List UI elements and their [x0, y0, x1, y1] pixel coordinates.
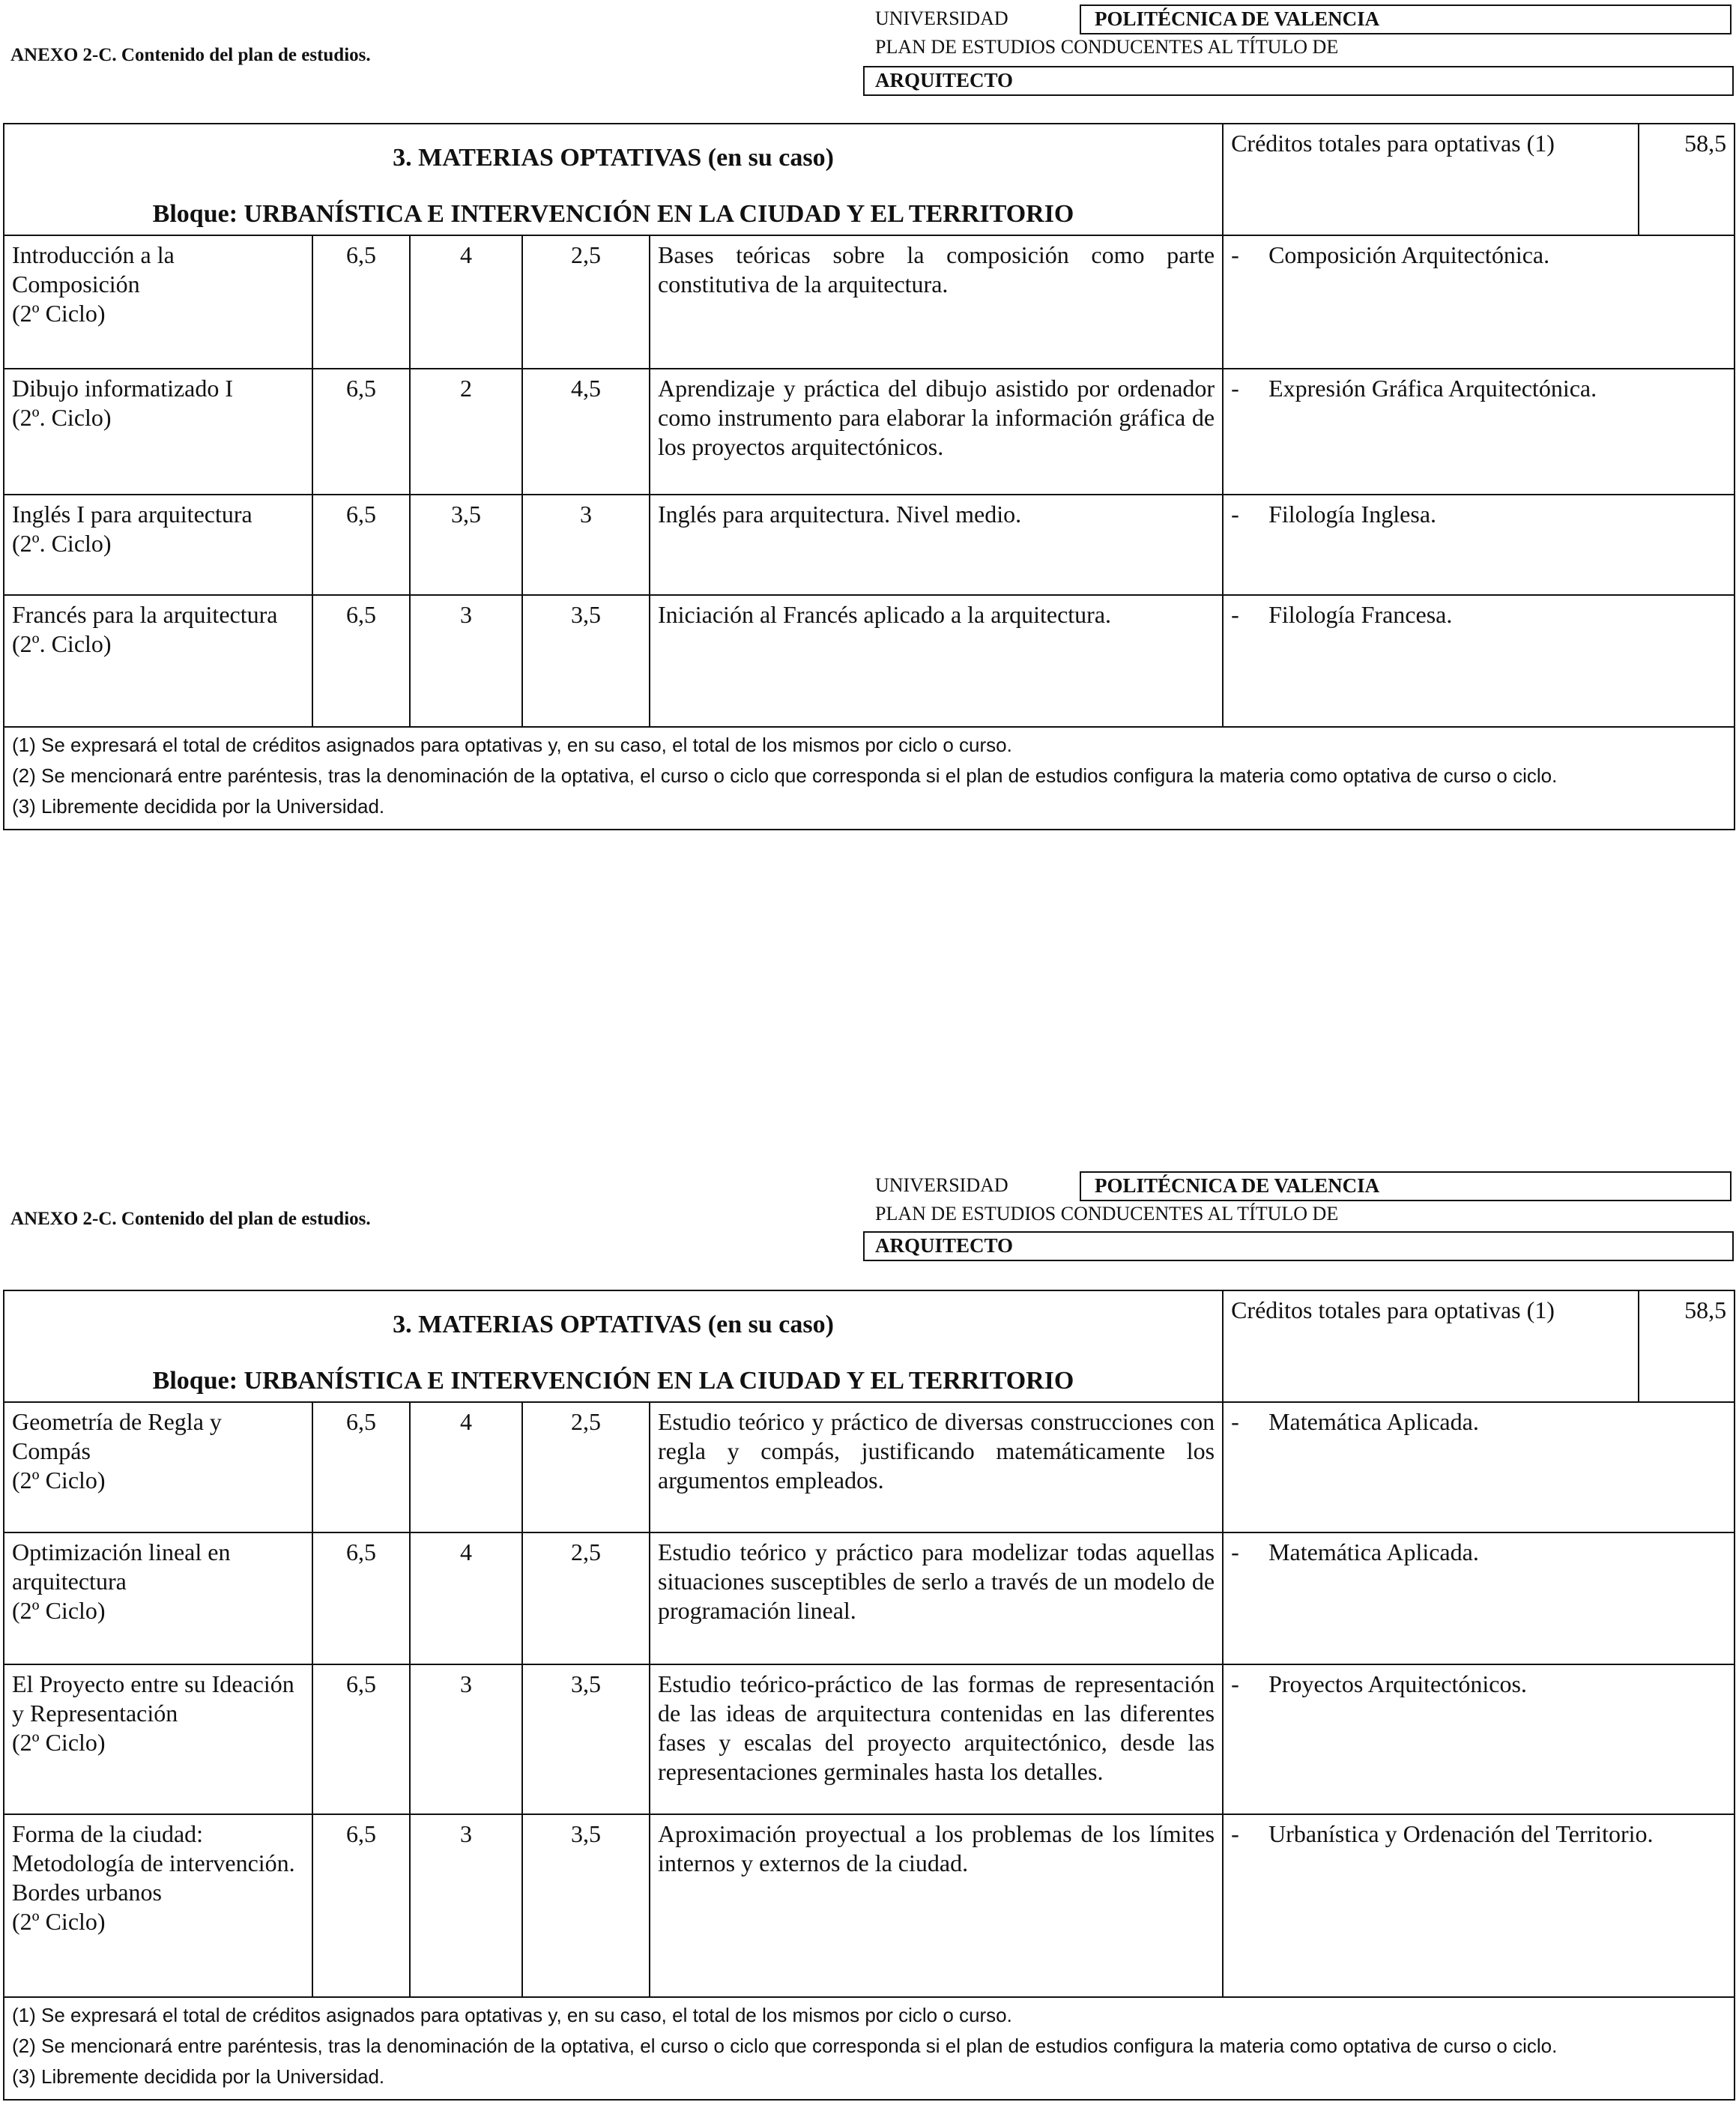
plan-label: PLAN DE ESTUDIOS CONDUCENTES AL TÍTULO DE [875, 36, 1339, 58]
table-heading [4, 124, 1223, 235]
table-row [4, 595, 1735, 727]
credits-total-cell: 6,5 [312, 235, 410, 369]
department: Composición Arquitectónica. [1268, 241, 1550, 268]
credits-practice-cell: 3 [522, 495, 650, 595]
subject-name: Geometría de Regla y Compás [12, 1407, 222, 1464]
footnote: (2) Se mencionará entre paréntesis, tras la denominación de la optativa, el curso o ciclo que corresponda si el plan de estudios configura la materia como optativa de curso o ciclo. [12, 764, 1558, 788]
subject-name: Dibujo informatizado I [12, 374, 234, 402]
credits-theory-cell: 3 [410, 1814, 522, 1997]
footnote: (1) Se expresará el total de créditos asignados para optativas y, en su caso, el total de los mismos por ciclo o curso. [12, 733, 1012, 756]
credits-total-cell: 6,5 [312, 369, 410, 495]
department: Matemática Aplicada. [1268, 1407, 1479, 1435]
table-row [4, 495, 1735, 595]
dash: - [1231, 241, 1239, 268]
subject-cycle: (2º. Ciclo) [12, 403, 112, 431]
subject-name: Introducción a la Composición [12, 241, 175, 298]
subject-name: Optimización lineal en arquitectura [12, 1538, 231, 1595]
credits-total-cell: 6,5 [312, 595, 410, 727]
university-label: UNIVERSIDAD [875, 1174, 1008, 1196]
subject-description: Bases teóricas sobre la composición como parte constitutiva de la arquitectura. [650, 235, 1223, 369]
table-row [4, 235, 1735, 369]
department: Filología Francesa. [1268, 600, 1453, 628]
subject-description: Aprendizaje y práctica del dibujo asistido por ordenador como instrumento para elaborar la información gráfica de los proyectos arquitectónicos. [650, 369, 1223, 495]
table-row [4, 1532, 1735, 1664]
table-row [4, 1664, 1735, 1814]
page-2 [0, 1167, 1736, 2089]
department: Urbanística y Ordenación del Territorio. [1268, 1820, 1654, 1847]
subject-cycle: (2º Ciclo) [12, 300, 106, 327]
table-row [4, 1814, 1735, 1997]
bloque-title: Bloque: URBANÍSTICA E INTERVENCIÓN EN LA CIUDAD Y EL TERRITORIO [152, 200, 1074, 229]
credits-theory-cell: 4 [410, 1402, 522, 1532]
subject-name: Francés para la arquitectura [12, 600, 278, 628]
credits-theory-cell: 3 [410, 1664, 522, 1814]
optional-subjects-table [3, 1290, 1735, 2101]
degree-name: ARQUITECTO [863, 1231, 1734, 1261]
subject-description: Estudio teórico y práctico de diversas construcciones con regla y compás, justificando matemáticamente los argumentos empleados. [650, 1402, 1223, 1532]
subject-name: Inglés I para arquitectura [12, 500, 252, 528]
plan-label: PLAN DE ESTUDIOS CONDUCENTES AL TÍTULO DE [875, 1203, 1339, 1224]
credits-practice-cell: 2,5 [522, 235, 650, 369]
dash: - [1231, 500, 1239, 528]
footnote: (3) Libremente decidida por la Universidad. [12, 795, 385, 818]
footnotes [4, 1997, 1735, 2100]
subject-description: Iniciación al Francés aplicado a la arquitectura. [650, 595, 1223, 727]
department: Matemática Aplicada. [1268, 1538, 1479, 1565]
table-row [4, 1402, 1735, 1532]
footnote: (2) Se mencionará entre paréntesis, tras la denominación de la optativa, el curso o ciclo que corresponda si el plan de estudios configura la materia como optativa de curso o ciclo. [12, 2035, 1558, 2058]
subject-cycle: (2º Ciclo) [12, 1597, 106, 1624]
page-1 [0, 0, 1736, 854]
credits-total-cell: 6,5 [312, 1664, 410, 1814]
optional-subjects-table [3, 123, 1735, 830]
credits-theory-cell: 2 [410, 369, 522, 495]
subject-cycle: (2º Ciclo) [12, 1908, 106, 1936]
credits-practice-cell: 2,5 [522, 1532, 650, 1664]
department: Filología Inglesa. [1268, 500, 1437, 528]
subject-name: Forma de la ciudad: Metodología de intervención. Bordes urbanos [12, 1820, 295, 1906]
subject-cycle: (2º. Ciclo) [12, 529, 112, 557]
credits-total: 58,5 [1639, 124, 1735, 235]
annex-title: ANEXO 2-C. Contenido del plan de estudios. [10, 1209, 371, 1229]
credits-practice-cell: 4,5 [522, 369, 650, 495]
subject-name: El Proyecto entre su Ideación y Representación [12, 1670, 294, 1727]
subject-cycle: (2º Ciclo) [12, 1467, 106, 1494]
credits-practice-cell: 2,5 [522, 1402, 650, 1532]
subject-description: Estudio teórico y práctico para modelizar todas aquellas situaciones susceptibles de serlo a través de un modelo de programación lineal. [650, 1532, 1223, 1664]
university-name: POLITÉCNICA DE VALENCIA [1080, 1171, 1732, 1201]
table-row [4, 369, 1735, 495]
university-name: POLITÉCNICA DE VALENCIA [1080, 4, 1732, 34]
credits-theory-cell: 3 [410, 595, 522, 727]
credits-total: 58,5 [1639, 1290, 1735, 1402]
credits-theory-cell: 4 [410, 235, 522, 369]
subject-description: Inglés para arquitectura. Nivel medio. [650, 495, 1223, 595]
dash: - [1231, 1538, 1239, 1565]
subject-cycle: (2º. Ciclo) [12, 629, 112, 657]
section-title: 3. MATERIAS OPTATIVAS (en su caso) [393, 1311, 834, 1338]
dash: - [1231, 600, 1239, 628]
footnotes [4, 727, 1735, 830]
credits-practice-cell: 3,5 [522, 1664, 650, 1814]
credits-theory-cell: 3,5 [410, 495, 522, 595]
credits-label: Créditos totales para optativas (1) [1223, 124, 1639, 235]
subject-description: Estudio teórico-práctico de las formas de representación de las ideas de arquitectura contenidas en las diferentes fases y escalas del proyecto arquitectónico, desde las representaciones germinales hasta los detalles. [650, 1664, 1223, 1814]
degree-name: ARQUITECTO [863, 66, 1734, 96]
dash: - [1231, 1407, 1239, 1435]
department: Proyectos Arquitectónicos. [1268, 1670, 1527, 1697]
dash: - [1231, 1670, 1239, 1697]
credits-label: Créditos totales para optativas (1) [1223, 1290, 1639, 1402]
credits-total-cell: 6,5 [312, 1814, 410, 1997]
annex-title: ANEXO 2-C. Contenido del plan de estudios. [10, 45, 371, 65]
footnote: (3) Libremente decidida por la Universidad. [12, 2065, 385, 2089]
footnote: (1) Se expresará el total de créditos asignados para optativas y, en su caso, el total de los mismos por ciclo o curso. [12, 2003, 1012, 2026]
credits-practice-cell: 3,5 [522, 595, 650, 727]
dash: - [1231, 1820, 1239, 1847]
credits-total-cell: 6,5 [312, 495, 410, 595]
subject-description: Aproximación proyectual a los problemas de los límites internos y externos de la ciudad. [650, 1814, 1223, 1997]
dash: - [1231, 374, 1239, 402]
credits-practice-cell: 3,5 [522, 1814, 650, 1997]
credits-theory-cell: 4 [410, 1532, 522, 1664]
credits-total-cell: 6,5 [312, 1532, 410, 1664]
subject-cycle: (2º Ciclo) [12, 1729, 106, 1756]
department: Expresión Gráfica Arquitectónica. [1268, 374, 1597, 402]
credits-total-cell: 6,5 [312, 1402, 410, 1532]
table-heading [4, 1290, 1223, 1402]
section-title: 3. MATERIAS OPTATIVAS (en su caso) [393, 144, 834, 172]
university-label: UNIVERSIDAD [875, 7, 1008, 29]
bloque-title: Bloque: URBANÍSTICA E INTERVENCIÓN EN LA CIUDAD Y EL TERRITORIO [152, 1367, 1074, 1395]
